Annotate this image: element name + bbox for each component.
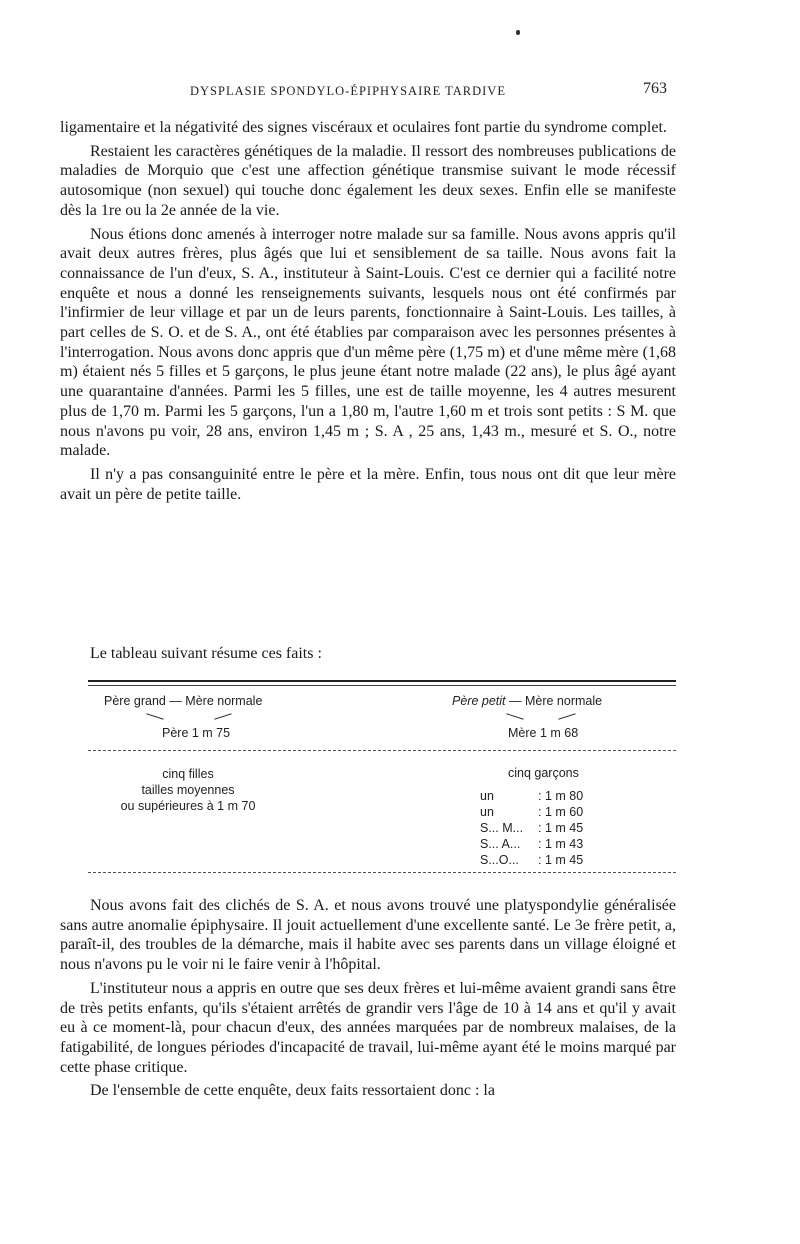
descent-mark [506,713,523,720]
descent-mark [146,713,163,720]
paragraph: Il n'y a pas consanguinité entre le père et la mère. Enfin, tous nous ont dit que leur mère avait un père de petite taille. [60,465,676,503]
paragraph: De l'ensemble de cette enquête, deux faits ressortaient donc : la [90,1082,495,1100]
paragraph: Nous étions donc amenés à interroger notre malade sur sa famille. Nous avons appris qu'il avait deux autres frères, plus âgés que lui et sensiblement de sa taille. Nous avons fait la connaissance de l'un d'eux, S. A., instituteur à Saint-Louis. C'est ce dernier qui a facilité notre enquête et nous a donné les renseignements suivants, lesquels nous ont été confirmés par l'infirmier de leur village et par un de leurs parents, fonctionnaire à Saint-Louis. Les tailles, à part celles de S. O. et de S. A., ont été établies par comparaison avec les personnes présentes à l'interrogation. Nous avons donc appris que d'un même père (1,75 m) et d'une même mère (1,68 m) étaient nés 5 filles et 5 garçons, le plus jeune étant notre malade (22 ans), le plus âgé ayant une quarantaine d'années. Parmi les 5 filles, une est de taille moyenne, les 4 autres mesurent plus de 1,70 m. Parmi les 5 garçons, l'un a 1,80 m, l'autre 1,60 m et trois sont petits : S M. que nous n'avons pu voir, 28 ans, environ 1,45 m ; S. A , 25 ans, 1,43 m., mesuré et S. O., notre malade. [60,225,676,460]
boy-height: : 1 m 43 [538,837,584,851]
table-intro: Le tableau suivant résume ces faits : [90,645,322,662]
mother-height: Mère 1 m 68 [508,726,579,740]
father-height: Père 1 m 75 [162,726,231,740]
boy-name: S... M... [480,821,524,835]
right-parents [452,694,602,708]
boys-title: cinq garçons [508,766,579,780]
boy-row [480,820,583,836]
boy-row [480,788,583,804]
boy-height: : 1 m 45 [538,821,584,835]
left-parents: Père grand — Mère normale [104,694,263,708]
boy-height: : 1 m 80 [538,789,584,803]
boy-height: : 1 m 60 [538,805,584,819]
girls-line: ou supérieures à 1 m 70 [120,799,256,813]
paragraph: L'instituteur nous a appris en outre que ses deux frères et lui-même avaient grandi sans être de très petits enfants, qu'ils s'étaient arrêtés de grandir vers l'âge de 10 à 14 ans et qu'il y avait eu à ce moment-là, pour chacun d'eux, des années marquées par de nombreux malaises, de la fatigabilité, de longues périodes d'incapacité de travail, lui-même ayant été le moins marqué par cette phase critique. [60,979,676,1076]
table-top-rule [88,680,676,682]
table-mid-rule [88,750,676,751]
boy-row [480,804,583,820]
boy-name: un [480,805,494,819]
body-text-bottom [60,896,676,1101]
girls-column [88,766,288,814]
right-mother-label: — Mère normale [505,694,603,708]
boy-row [480,852,583,868]
boy-height: : 1 m 45 [538,853,584,867]
boy-row [480,836,583,852]
boy-name: S...O... [480,853,519,867]
girls-line: cinq filles [162,767,214,781]
right-father-label: Père petit [452,694,506,708]
paragraph: Restaient les caractères génétiques de la maladie. Il ressort des nombreuses publications de maladies de Morquio que c'est une affection génétique transmise suivant le mode récessif autosomique (non sexuel) qui touche donc également les deux sexes. Enfin elle se manifeste dès la 1re ou la 2e année de la vie. [60,142,676,219]
paragraph: Nous avons fait des clichés de S. A. et nous avons trouvé une platyspondylie généralisée sans autre anomalie épiphysaire. Il jouit actuellement d'une excellente santé. Le 3e frère petit, a, paraît-il, des troubles de la démarche, mais il habite avec ses parents dans un village éloigné et nous n'avons pu le voir ni le faire venir à l'hôpital. [60,897,676,974]
boy-name: S... A... [480,837,521,851]
boy-name: un [480,789,494,803]
boys-list [480,788,583,868]
page-number: 763 [643,80,667,97]
paragraph: ligamentaire et la négativité des signes viscéraux et oculaires font partie du syndrome complet. [60,119,667,136]
table-bottom-rule [88,872,676,873]
girls-line: tailles moyennes [141,783,235,797]
ink-speck [516,30,520,35]
body-text-top [60,118,676,504]
descent-mark [558,713,575,720]
table-top-rule-thin [88,685,676,686]
running-header: DYSPLASIE SPONDYLO-ÉPIPHYSAIRE TARDIVE [190,84,506,98]
descent-mark [214,713,231,720]
